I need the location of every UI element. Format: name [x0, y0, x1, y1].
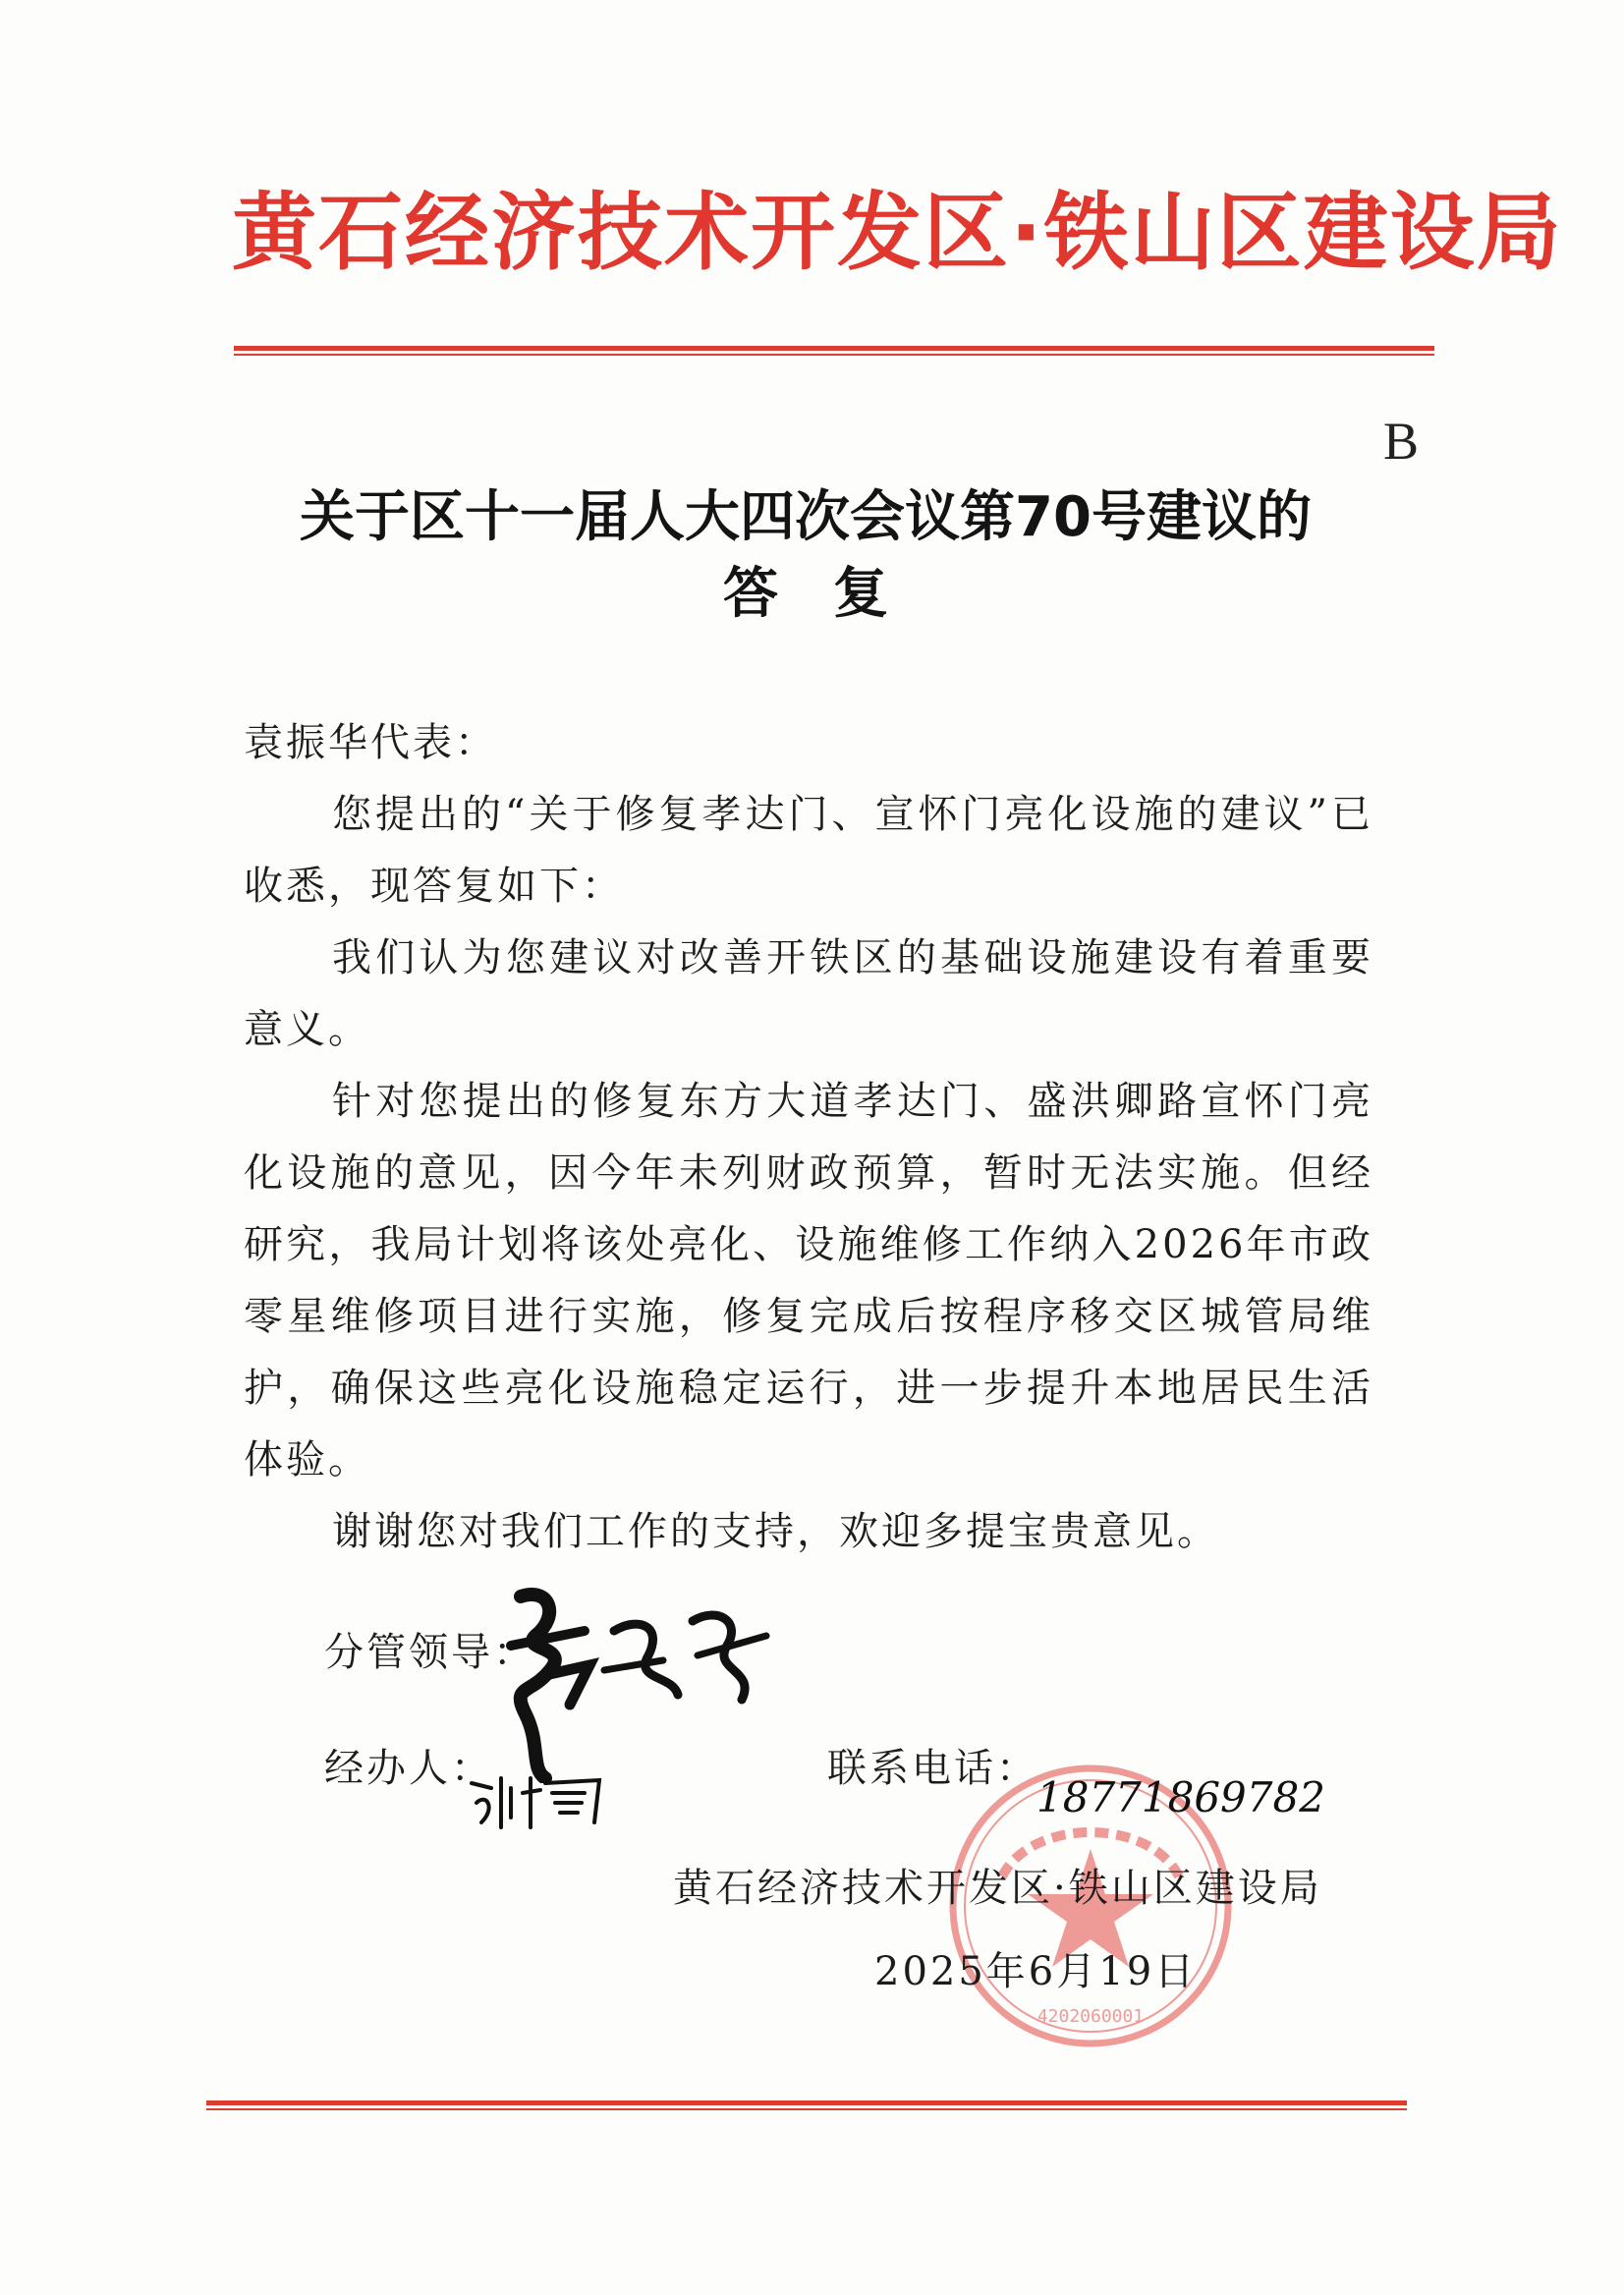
paragraph-1: 您提出的“关于修复孝达门、宣怀门亮化设施的建议”已收悉，现答复如下： — [244, 792, 1373, 909]
seal-code: 4202060001 — [1036, 2006, 1145, 2027]
document-title — [226, 479, 1385, 633]
handler-label: 经办人： — [324, 1746, 493, 1791]
leader-signature-icon — [491, 1577, 786, 1783]
title-line-1: 关于区十一届人大四次会议第70号建议的 — [300, 485, 1312, 549]
letter-body — [244, 707, 1373, 1568]
letterhead-org-name: 黄石经济技术开发区·铁山区建设局 — [232, 184, 1563, 282]
paragraph-3: 针对您提出的修复东方大道孝达门、盛洪卿路宣怀门亮化设施的意见，因今年未列财政预算，暂时无法实施。但经研究，我局计划将该处亮化、设施维修工作纳入2026年市政零星维修项目进行实施，修复完成后按程序移交区城管局维护，确保这些亮化设施稳定运行，进一步提升本地居民生活体验。 — [244, 1079, 1373, 1483]
phone-number: 18771869782 — [1036, 1773, 1325, 1821]
paragraph-2: 我们认为您建议对改善开铁区的基础设施建设有着重要意义。 — [244, 935, 1373, 1052]
classification-mark: B — [1383, 412, 1420, 471]
closing-org-name: 黄石经济技术开发区·铁山区建设局 — [673, 1866, 1322, 1911]
title-line-2: 答 复 — [723, 562, 888, 626]
phone-label: 联系电话： — [827, 1746, 1038, 1791]
paragraph-4: 谢谢您对我们工作的支持，欢迎多提宝贵意见。 — [332, 1509, 1219, 1554]
handler-signature-icon — [462, 1759, 609, 1837]
closing-date: 2025年6月19日 — [874, 1949, 1198, 1994]
salutation: 袁振华代表： — [244, 720, 497, 765]
leader-label: 分管领导： — [324, 1630, 535, 1675]
